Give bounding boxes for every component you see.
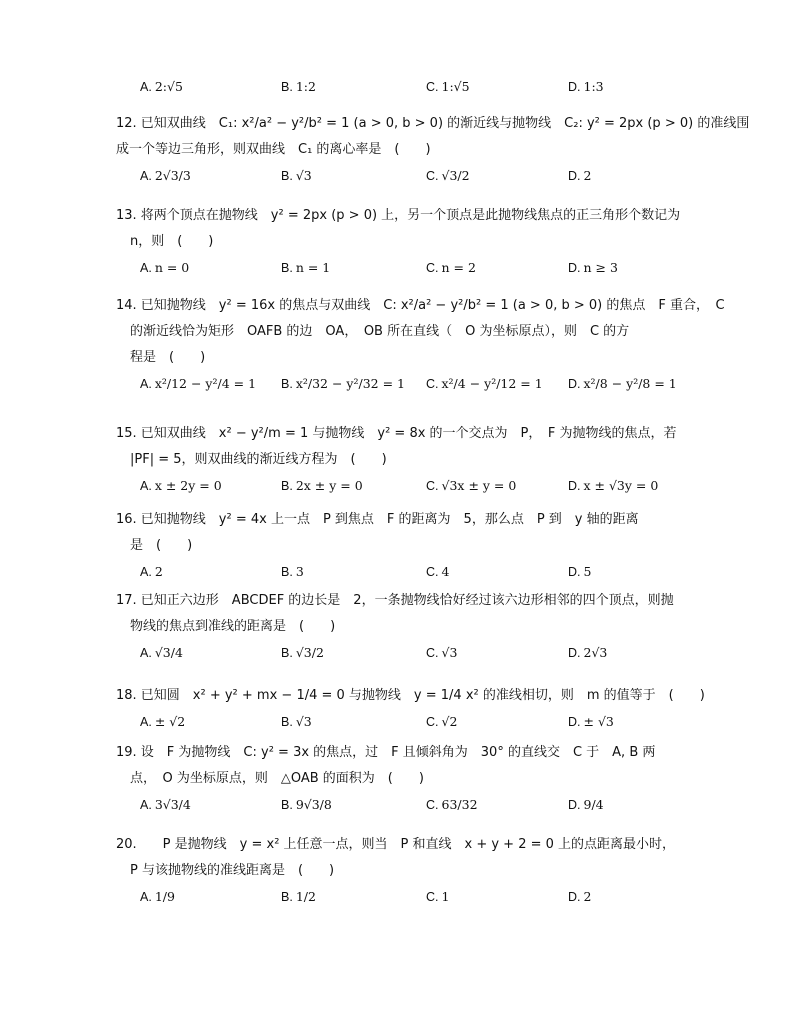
option-c xyxy=(426,255,476,281)
option-label: A. xyxy=(140,890,152,904)
option-row xyxy=(116,163,704,189)
option-label: C. xyxy=(426,377,439,391)
option-label: D. xyxy=(568,169,581,183)
option-value: 2 xyxy=(583,168,592,183)
option-value: 2x ± y = 0 xyxy=(295,478,363,493)
option-row xyxy=(116,371,704,397)
option-d xyxy=(568,371,677,397)
option-c xyxy=(426,884,449,910)
option-d xyxy=(568,792,604,818)
option-value: 2 xyxy=(154,564,163,579)
option-label: A. xyxy=(140,798,152,812)
question-text-line: 16. 已知抛物线 y² = 4x 上一点 P 到焦点 F 的距离为 5，那么点 P 到 y 轴的距离 xyxy=(116,512,639,527)
option-b xyxy=(281,884,316,910)
option-value: √3/2 xyxy=(441,168,470,183)
option-value: 2:√5 xyxy=(154,79,183,94)
option-value: √3 xyxy=(441,645,458,660)
question-13 xyxy=(116,203,704,281)
option-value: 9/4 xyxy=(583,797,604,812)
question-16 xyxy=(116,507,704,585)
option-value: √3/2 xyxy=(295,645,324,660)
option-c xyxy=(426,709,457,735)
option-label: C. xyxy=(426,565,439,579)
option-label: B. xyxy=(281,715,293,729)
option-label: D. xyxy=(568,479,581,493)
option-label: B. xyxy=(281,798,293,812)
option-value: 1 xyxy=(441,889,450,904)
question-14 xyxy=(116,293,725,397)
question-20 xyxy=(116,832,704,910)
option-label: D. xyxy=(568,80,581,94)
question-15 xyxy=(116,421,704,499)
option-row xyxy=(116,709,704,735)
option-label: D. xyxy=(568,646,581,660)
option-label: B. xyxy=(281,890,293,904)
option-label: D. xyxy=(568,565,581,579)
option-d xyxy=(568,163,591,189)
option-label: A. xyxy=(140,646,152,660)
option-a xyxy=(140,74,183,100)
option-a xyxy=(140,709,185,735)
option-value: x²/4 − y²/12 = 1 xyxy=(441,376,543,391)
option-row xyxy=(116,255,704,281)
question-text-line: |PF| = 5，则双曲线的渐近线方程为 ( ) xyxy=(130,452,387,467)
option-a xyxy=(140,640,183,666)
option-value: x ± √3y = 0 xyxy=(583,478,659,493)
question-text-line: 物线的焦点到准线的距离是 ( ) xyxy=(130,619,336,634)
option-label: A. xyxy=(140,377,152,391)
question-19 xyxy=(116,740,704,818)
option-c xyxy=(426,559,449,585)
option-label: B. xyxy=(281,479,293,493)
question-17 xyxy=(116,588,704,666)
option-label: B. xyxy=(281,261,293,275)
option-a xyxy=(140,163,191,189)
option-label: C. xyxy=(426,169,439,183)
option-row xyxy=(116,640,704,666)
option-label: C. xyxy=(426,646,439,660)
question-text-line: 17. 已知正六边形 ABCDEF 的边长是 2，一条抛物线恰好经过该六边形相邻的四个顶点，则抛 xyxy=(116,593,674,608)
option-row xyxy=(116,792,704,818)
option-value: x²/32 − y²/32 = 1 xyxy=(295,376,405,391)
question-11-options xyxy=(116,74,704,100)
option-d xyxy=(568,884,591,910)
option-value: 2√3 xyxy=(583,645,608,660)
option-b xyxy=(281,371,405,397)
question-text-line: 的渐近线恰为矩形 OAFB 的边 OA， OB 所在直线（ O 为坐标原点），则 C 的方 xyxy=(130,324,630,339)
option-b xyxy=(281,74,316,100)
option-value: 2 xyxy=(583,889,592,904)
option-a xyxy=(140,255,189,281)
option-a xyxy=(140,792,191,818)
question-text-line: 程是 ( ) xyxy=(130,350,206,365)
question-text-line: 是 ( ) xyxy=(130,538,193,553)
option-value: ± √3 xyxy=(583,714,614,729)
option-value: n ≥ 3 xyxy=(583,260,618,275)
option-value: 9√3/8 xyxy=(295,797,332,812)
option-value: x²/12 − y²/4 = 1 xyxy=(154,376,257,391)
option-c xyxy=(426,163,470,189)
option-label: C. xyxy=(426,261,439,275)
option-label: C. xyxy=(426,798,439,812)
option-row xyxy=(116,559,704,585)
option-row xyxy=(116,74,704,100)
option-label: C. xyxy=(426,715,439,729)
option-value: √3x ± y = 0 xyxy=(441,478,517,493)
option-a xyxy=(140,884,175,910)
option-label: D. xyxy=(568,890,581,904)
option-value: x²/8 − y²/8 = 1 xyxy=(583,376,677,391)
question-text-line: 成一个等边三角形，则双曲线 C₁ 的离心率是 ( ) xyxy=(116,142,431,157)
option-c xyxy=(426,792,478,818)
option-value: 1:√5 xyxy=(441,79,470,94)
option-label: C. xyxy=(426,80,439,94)
option-value: 1:2 xyxy=(295,79,316,94)
question-text-line: n，则 ( ) xyxy=(130,234,214,249)
option-label: A. xyxy=(140,169,152,183)
option-c xyxy=(426,473,516,499)
option-label: D. xyxy=(568,377,581,391)
option-label: D. xyxy=(568,798,581,812)
option-label: A. xyxy=(140,565,152,579)
option-value: 1/9 xyxy=(154,889,175,904)
option-label: B. xyxy=(281,80,293,94)
question-text-line: 15. 已知双曲线 x² − y²/m = 1 与抛物线 y² = 8x 的一个交点为 P， F 为抛物线的焦点，若 xyxy=(116,426,677,441)
question-text-line: 点， O 为坐标原点，则 △OAB 的面积为 ( ) xyxy=(130,771,424,786)
option-label: A. xyxy=(140,479,152,493)
option-d xyxy=(568,709,614,735)
option-label: B. xyxy=(281,565,293,579)
option-label: B. xyxy=(281,169,293,183)
option-value: n = 2 xyxy=(441,260,476,275)
option-value: √3 xyxy=(295,168,312,183)
option-value: √3 xyxy=(295,714,312,729)
option-value: 1:3 xyxy=(583,79,604,94)
option-value: 3√3/4 xyxy=(154,797,191,812)
option-value: 4 xyxy=(441,564,450,579)
question-text-line: 14. 已知抛物线 y² = 16x 的焦点与双曲线 C: x²/a² − y²/b² = 1 (a > 0, b > 0) 的焦点 F 重合， C xyxy=(116,298,725,313)
option-label: B. xyxy=(281,377,293,391)
option-value: 63/32 xyxy=(441,797,478,812)
question-18 xyxy=(116,683,704,735)
option-d xyxy=(568,255,618,281)
option-a xyxy=(140,473,222,499)
option-d xyxy=(568,559,591,585)
option-b xyxy=(281,640,324,666)
option-b xyxy=(281,473,363,499)
option-value: 2√3/3 xyxy=(154,168,191,183)
option-label: C. xyxy=(426,479,439,493)
option-b xyxy=(281,255,330,281)
option-label: A. xyxy=(140,261,152,275)
option-value: n = 0 xyxy=(154,260,190,275)
option-c xyxy=(426,74,470,100)
question-text-line: 12. 已知双曲线 C₁: x²/a² − y²/b² = 1 (a > 0, b > 0) 的渐近线与抛物线 C₂: y² = 2px (p > 0) 的准线围 xyxy=(116,116,750,131)
option-d xyxy=(568,74,604,100)
option-row xyxy=(116,473,704,499)
question-text-line: 13. 将两个顶点在抛物线 y² = 2px (p > 0) 上，另一个顶点是此抛物线焦点的正三角形个数记为 xyxy=(116,208,681,223)
question-text-line: 18. 已知圆 x² + y² + mx − 1/4 = 0 与抛物线 y = 1/4 x² 的准线相切，则 m 的值等于 ( ) xyxy=(116,688,705,703)
option-value: x ± 2y = 0 xyxy=(154,478,222,493)
option-value: 5 xyxy=(583,564,592,579)
option-d xyxy=(568,640,607,666)
option-d xyxy=(568,473,658,499)
option-value: 3 xyxy=(295,564,304,579)
option-c xyxy=(426,371,543,397)
option-value: 1/2 xyxy=(295,889,316,904)
question-text-line: P 与该抛物线的准线距离是 ( ) xyxy=(130,863,335,878)
option-a xyxy=(140,371,256,397)
option-b xyxy=(281,709,312,735)
option-label: B. xyxy=(281,646,293,660)
option-label: D. xyxy=(568,261,581,275)
option-b xyxy=(281,559,304,585)
option-value: ± √2 xyxy=(154,714,186,729)
option-b xyxy=(281,792,332,818)
option-label: A. xyxy=(140,715,152,729)
question-12 xyxy=(116,111,750,189)
option-label: D. xyxy=(568,715,581,729)
option-a xyxy=(140,559,163,585)
option-value: √3/4 xyxy=(154,645,183,660)
question-text-line: 20. P 是抛物线 y = x² 上任意一点，则当 P 和直线 x + y + 2 = 0 上的点距离最小时， xyxy=(116,837,676,852)
option-label: C. xyxy=(426,890,439,904)
option-row xyxy=(116,884,704,910)
option-b xyxy=(281,163,312,189)
option-c xyxy=(426,640,457,666)
option-label: A. xyxy=(140,80,152,94)
option-value: √2 xyxy=(441,714,458,729)
option-value: n = 1 xyxy=(295,260,331,275)
question-text-line: 19. 设 F 为抛物线 C: y² = 3x 的焦点，过 F 且倾斜角为 30° 的直线交 C 于 A, B 两 xyxy=(116,745,656,760)
